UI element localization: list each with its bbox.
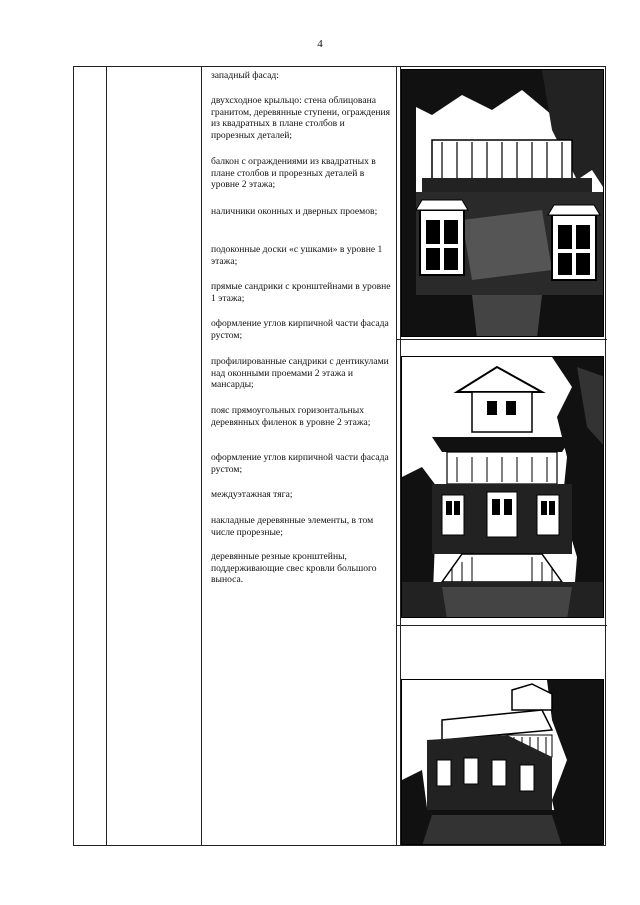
feature-item: прямые сандрики с кронштейнами в уровне 1 этажа;	[211, 281, 391, 304]
document-table	[73, 66, 606, 846]
column-divider	[106, 67, 107, 845]
column-divider	[396, 67, 397, 845]
photo-facade-corner	[401, 679, 604, 845]
feature-item: пояс прямоугольных горизонтальных деревянных филенок в уровне 2 этажа;	[211, 405, 371, 428]
page-number: 4	[317, 38, 323, 50]
row-divider	[396, 339, 607, 340]
feature-item: оформление углов кирпичной части фасада рустом;	[211, 318, 389, 341]
column-divider	[201, 67, 202, 845]
feature-item: западный фасад:	[211, 70, 279, 81]
feature-item: междуэтажная тяга;	[211, 489, 293, 500]
feature-item: подоконные доски «с ушками» в уровне 1 этажа;	[211, 244, 383, 267]
feature-item: оформление углов кирпичной части фасада рустом;	[211, 452, 389, 475]
feature-item: деревянные резные кронштейны, поддерживающие свес кровли большого выноса.	[211, 551, 377, 586]
feature-item: профилированные сандрики с дентикулами над оконными проемами 2 этажа и мансарды;	[211, 356, 389, 391]
feature-item: двухсходное крыльцо: стена облицована гранитом, деревянные ступени, ограждения из квадратных в плане столбов и прорезных деталей;	[211, 95, 391, 141]
photo-facade-closeup	[401, 69, 604, 337]
feature-item: наличники оконных и дверных проемов;	[211, 206, 378, 217]
feature-item: балкон с ограждениями из квадратных в плане столбов и прорезных деталей в уровне 2 этажа;	[211, 156, 376, 191]
photo-facade-front	[401, 356, 604, 618]
row-divider	[396, 625, 607, 626]
feature-item: накладные деревянные элементы, в том числе прорезные;	[211, 515, 374, 538]
